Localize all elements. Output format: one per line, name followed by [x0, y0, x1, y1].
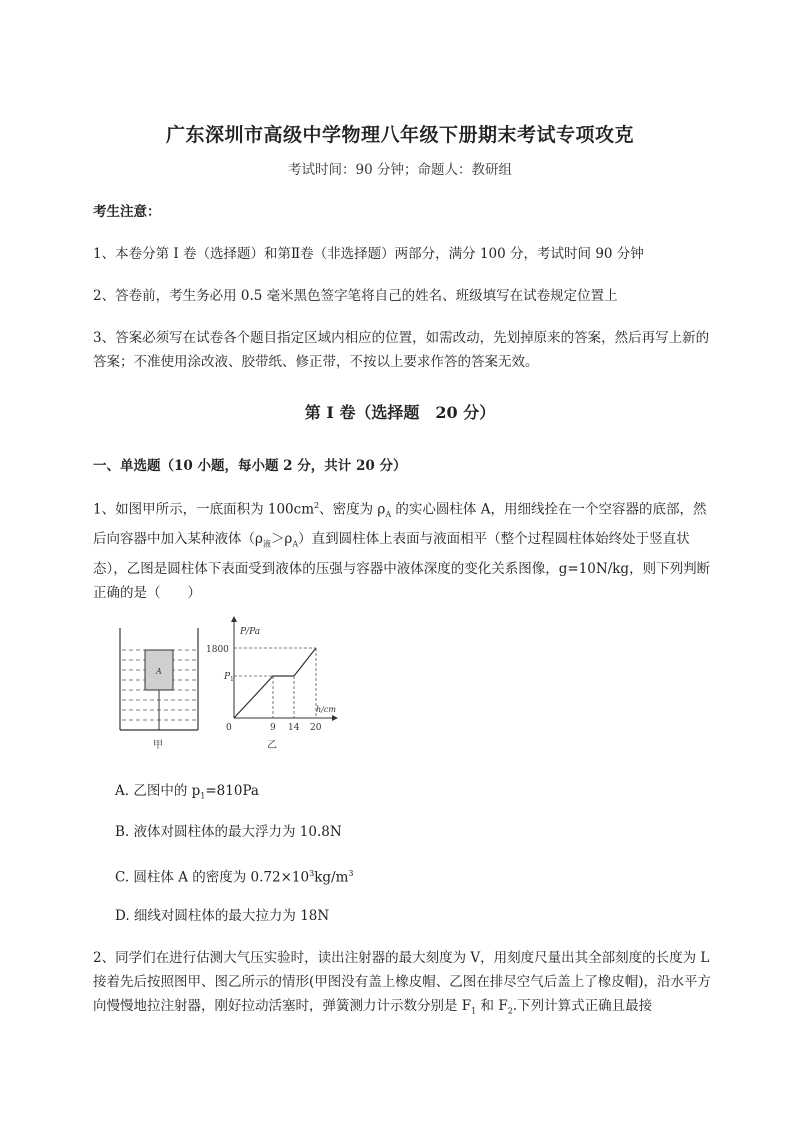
- q2-sub-1: 1: [471, 1006, 477, 1016]
- option-d-text: D. 细线对圆柱体的最大拉力为 18N: [115, 908, 330, 924]
- x-tick-9: 9: [270, 723, 276, 733]
- y-axis-label: P/Pa: [240, 627, 261, 637]
- q1-option-c[interactable]: [115, 863, 353, 889]
- notice-item-1: 1、本卷分第 I 卷（选择题）和第Ⅱ卷（非选择题）两部分，满分 100 分，考试时间 90 分钟: [93, 246, 644, 262]
- option-c-unit: kg/m: [314, 869, 349, 886]
- cylinder-label: A: [156, 667, 162, 676]
- y-tick-p1-sub: 1: [230, 676, 234, 683]
- notice-heading: 考生注意：: [93, 204, 161, 220]
- option-c-text: C. 圆柱体 A 的密度为 0.72×10: [115, 869, 310, 886]
- q1-option-d[interactable]: [115, 905, 329, 927]
- origin-label: 0: [226, 723, 232, 733]
- q1-sub-a2: A: [292, 539, 299, 549]
- q1-sub-a: A: [385, 510, 392, 520]
- notice-item-2: 2、答卷前，考生务必用 0.5 毫米黑色签字笔将自己的姓名、班级填写在试卷规定位置上: [93, 288, 618, 304]
- q1-text-a: 1、如图甲所示，一底面积为 100cm: [93, 501, 315, 518]
- option-a-sub: 1: [200, 791, 206, 801]
- q1-option-b[interactable]: [115, 821, 342, 843]
- question-1-stem: [93, 494, 713, 605]
- option-a-text: A. 乙图中的 p: [115, 783, 201, 799]
- q1-text-e: ）直到圆柱体上表面与液面相平（整个过程圆柱体始终处于竖直状态），乙图是圆柱体下表面受到液体的压强与容器中液体深度的变化关系图像，g=10N/kg，则下列判断正确的是（ ）: [93, 531, 711, 601]
- q2-text-a: 2、同学们在进行估测大气压实验时，读出注射器的最大刻度为 V，用刻度尺量出其全部刻度的长度为 L 接着先后按照图甲、图乙所示的情形(甲图没有盖上橡皮帽、乙图在排尽空气后盖上了橡皮帽)，沿水平方向慢慢地拉注射器，刚好拉动活塞时，弹簧测力计示数分别是 F: [93, 950, 712, 1014]
- option-c-sup2: 3: [348, 869, 354, 878]
- x-axis-label: h/cm: [316, 705, 336, 714]
- part-heading: 一、单选题（10 小题，每小题 2 分，共计 20 分）: [93, 458, 407, 474]
- page-title: 广东深圳市高级中学物理八年级下册期末考试专项攻克: [165, 124, 634, 146]
- x-tick-14: 14: [288, 723, 300, 733]
- question-2-stem: [93, 946, 713, 1024]
- container-diagram: [120, 628, 198, 751]
- q2-text-b: 和 F: [476, 998, 508, 1014]
- exam-info: 考试时间：90 分钟；命题人：教研组: [288, 162, 512, 178]
- y-tick-p1: P: [224, 672, 231, 682]
- q2-text-c: .下列计算式正确且最接: [512, 998, 653, 1014]
- option-b-text: B. 液体对圆柱体的最大浮力为 10.8N: [115, 824, 342, 840]
- pressure-graph: [206, 616, 338, 751]
- q1-figure: [110, 612, 340, 757]
- option-c-sup: 3: [309, 869, 315, 878]
- q1-sup: 2: [314, 501, 320, 510]
- x-tick-20: 20: [310, 723, 322, 733]
- q2-sub-2: 2: [507, 1006, 513, 1016]
- q1-text-d: ＞ρ: [270, 531, 293, 548]
- section-title: 第 I 卷（选择题 20 分）: [304, 403, 496, 422]
- q1-text-b: 、密度为 ρ: [319, 501, 386, 518]
- caption-right: 乙: [267, 740, 277, 751]
- y-tick-1800: 1800: [206, 645, 229, 655]
- q1-option-a[interactable]: [115, 780, 259, 808]
- q1-sub-liquid: 液: [262, 539, 271, 549]
- notice-item-3: 3、答案必须写在试卷各个题目指定区域内相应的位置，如需改动，先划掉原来的答案，然后再写上新的答案；不准使用涂改液、胶带纸、修正带，不按以上要求作答的答案无效。: [93, 330, 710, 370]
- option-a-value: =810Pa: [205, 783, 259, 799]
- q1-text-c: 的实心圆柱体 A，用细线拴在一个空容器的底部，然后向容器中加入某种液体（ρ: [93, 501, 707, 548]
- caption-left: 甲: [153, 740, 163, 751]
